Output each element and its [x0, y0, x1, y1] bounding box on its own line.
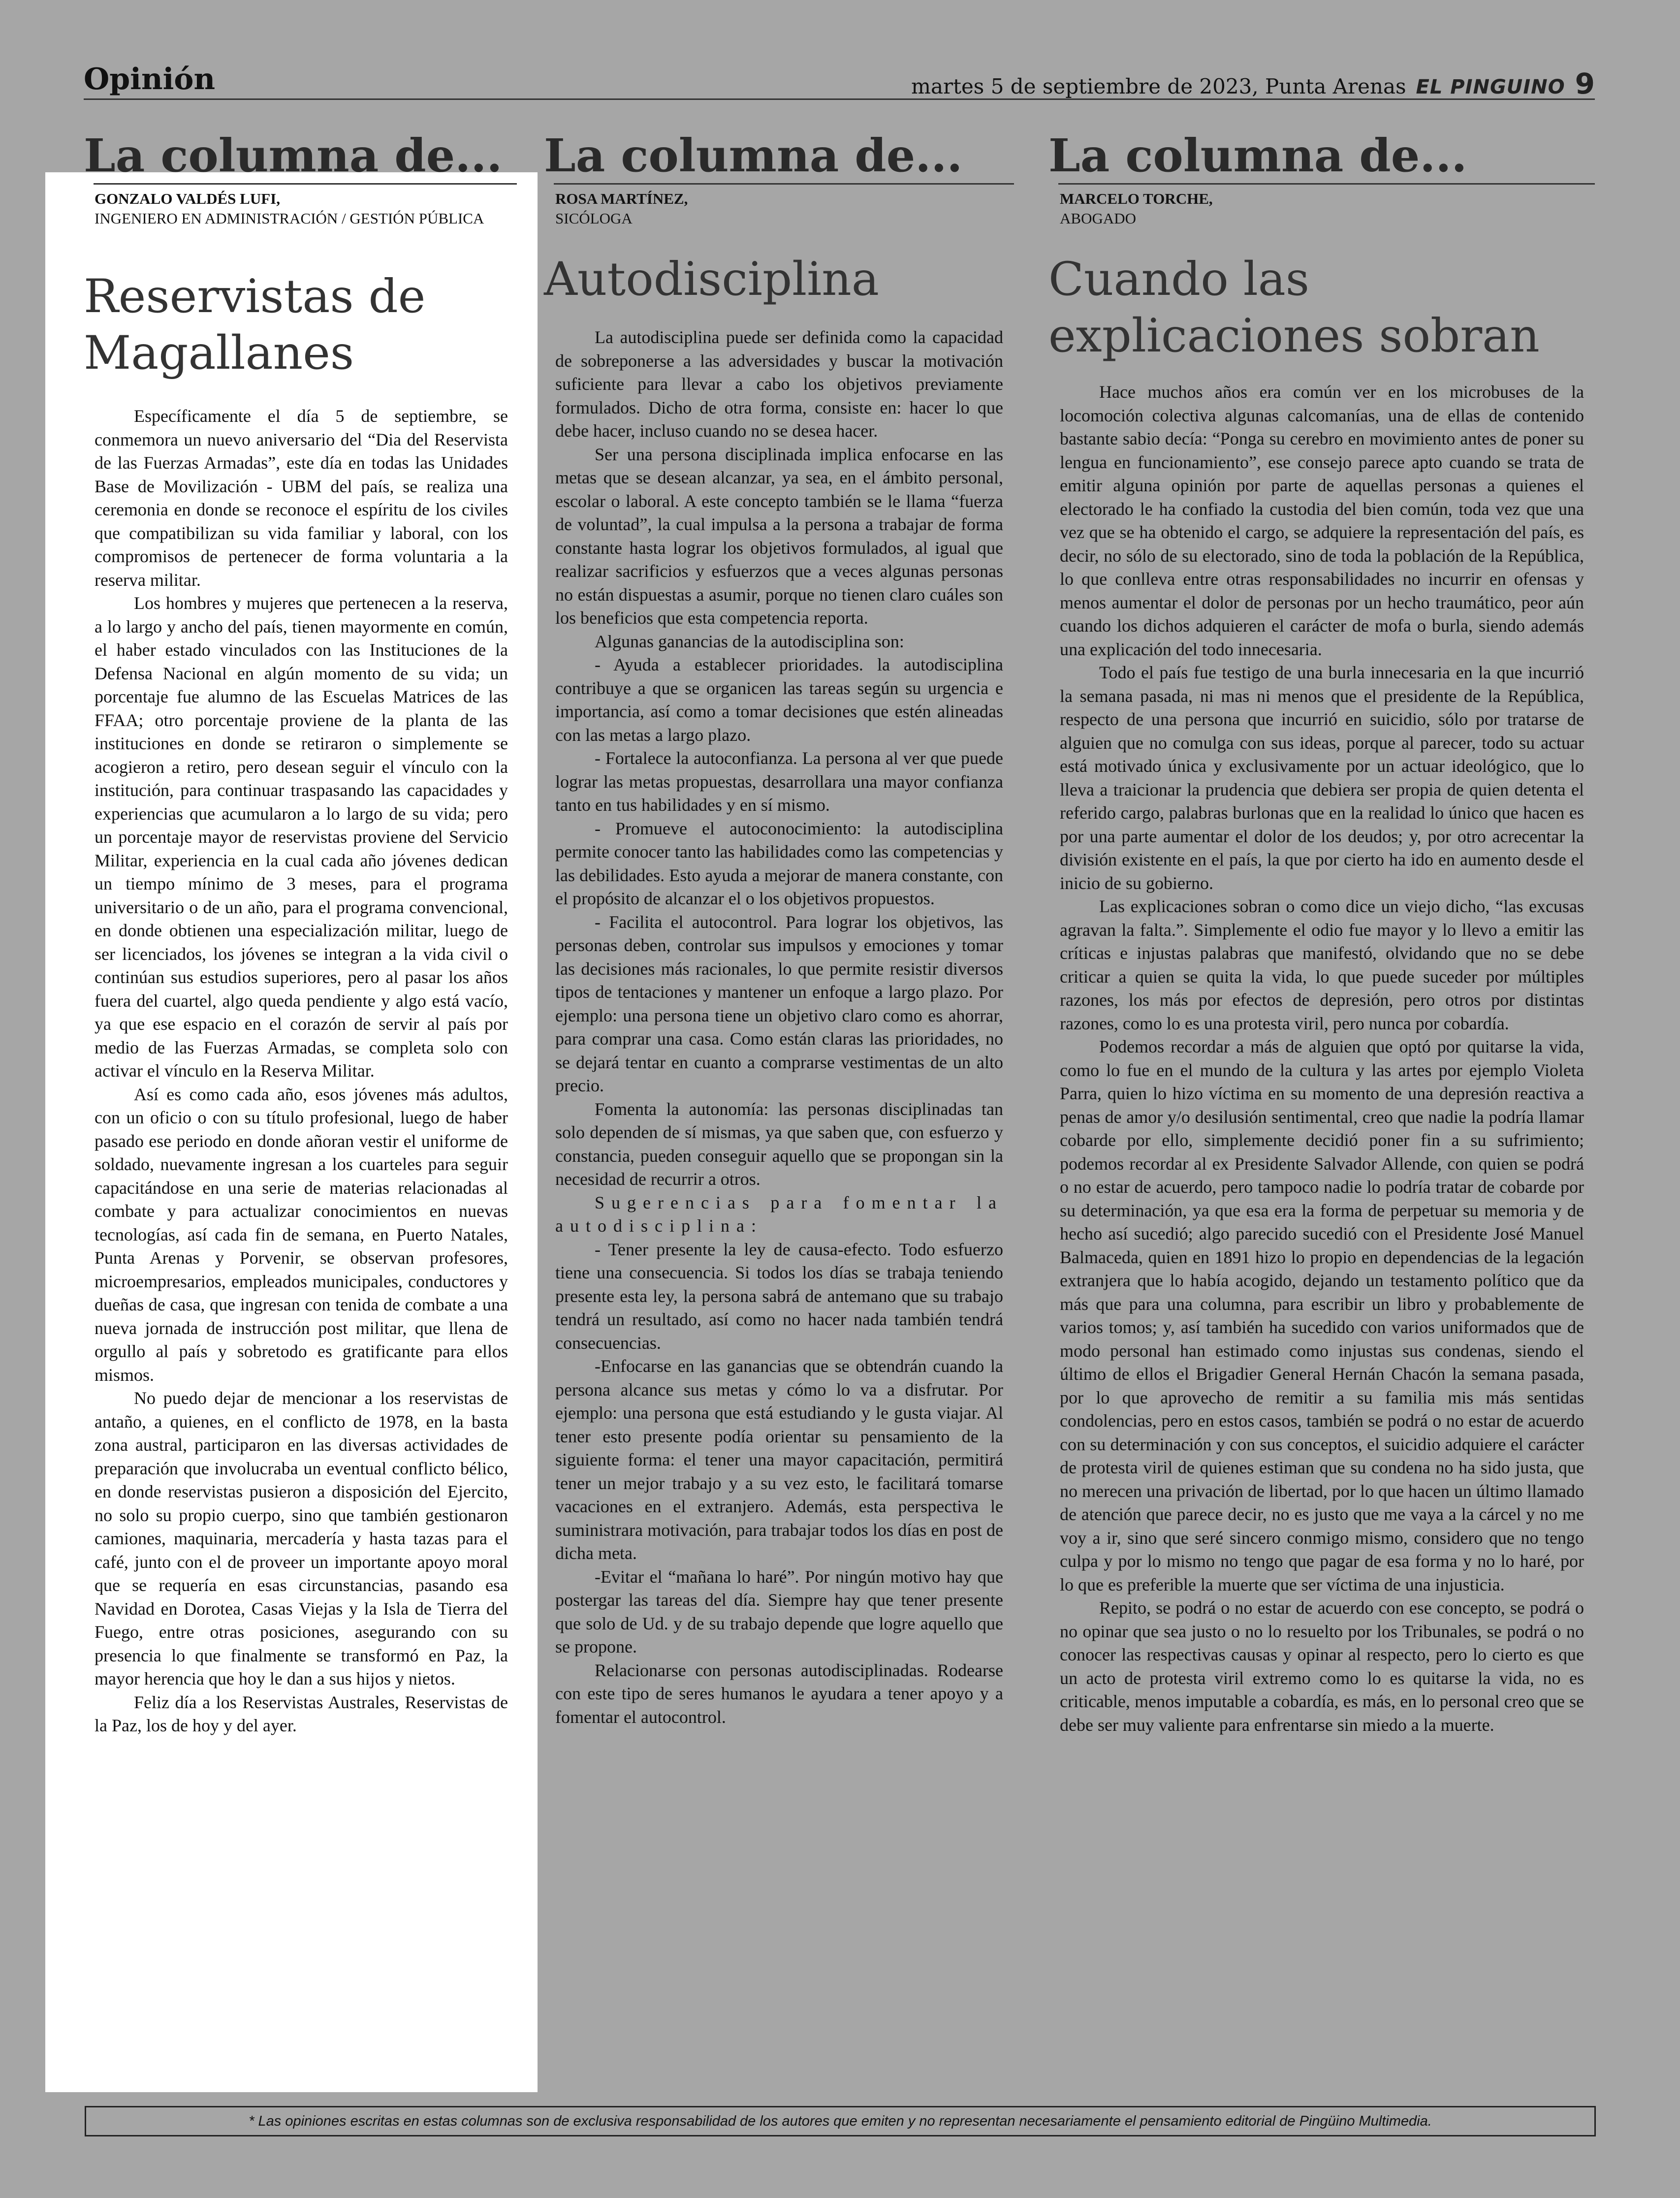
author-block-3 — [1060, 189, 1591, 228]
paragraph: Hace muchos años era común ver en los microbuses de la locomoción colectiva algunas calcomanías, una de ellas de contenido bastante sabio decía: “Ponga su cerebro en movimiento antes de poner su lengua en funcionamiento”, ese consejo parece apto cuando se trata de emitir alguna opinión por parte de aquellas personas a quienes el electorado le ha confiado la custodia del bien común, toda vez que una vez que se ha obtenido el cargo, se adquiere la representación del país, es decir, no sólo de su electorado, sino de toda la población de la República, lo que conlleva entre otras responsabilidades no incurrir en ofensas y menos aumentar el dolor de personas por un hecho traumático, peor aún cuando los dichos adquieren el carácter de mofa o burla, siendo además una explicación del todo innecesaria. — [1060, 382, 1584, 659]
article-title-3: Cuando las explicaciones sobran — [1048, 253, 1540, 363]
paragraph: Repito, se podrá o no estar de acuerdo con ese concepto, se podrá o no opinar que sea justo o no lo resuelto por los Tribunales, se podrá o no conocer las respectivas causas y opinar al respecto, pero lo cierto es que un acto de protesta viril extremo como lo es quitarse la vida, no es criticable, menos imputable a cobardía, es más, en lo personal creo que se debe ser muy valiente para enfrentarse sin miedo a la muerte. — [1060, 1598, 1584, 1735]
section-label: Opinión — [84, 62, 216, 96]
paragraph: Así es como cada año, esos jóvenes más adultos, con un oficio o con su título profesional, luego de haber pasado ese periodo en donde añoran vestir el uniforme de soldado, nuevamente ingresan a los cuarteles para seguir capacitándose en una serie de materias relacionadas al combate y para actualizar conocimientos en nuevas tecnologías, así cada fin de semana, en Puerto Natales, Punta Arenas y Porvenir, se observan profesores, microempresarios, empleados municipales, conductores y dueñas de casa, que ingresan con tenida de combate a una nueva jornada de instrucción post militar, que llena de orgullo al país y sobretodo es gratificante para ellos mismos. — [95, 1084, 508, 1385]
author-name: GONZALO VALDÉS LUFI, — [95, 190, 280, 207]
paragraph: - Tener presente la ley de causa-efecto. Todo esfuerzo tiene una consecuencia. Si todos los días se trabaja teniendo presente esta ley, la persona sabrá de antemano que su trabajo tendrá un resultado, así como no hacer nada también tendrá consecuencias. — [555, 1239, 1003, 1353]
article-body-2 — [555, 326, 1003, 1729]
paragraph: Fomenta la autonomía: las personas disciplinadas tan solo dependen de sí mismas, ya que saben que, con esfuerzo y constancia, pueden conseguir aquello que se propongan sin la necesidad de recurrir a otros. — [555, 1099, 1003, 1189]
article-title-1: Reservistas de Magallanes — [84, 270, 426, 380]
page-header — [84, 59, 1595, 100]
paragraph: - Promueve el autoconocimiento: la autodisciplina permite conocer tanto las habilidades como las competencias y las debilidades. Esto ayuda a mejorar de manera constante, con el propósito de alcanzar el o los objetivos propuestos. — [555, 818, 1003, 908]
paragraph: La autodisciplina puede ser definida como la capacidad de sobreponerse a las adversidades y buscar la motivación suficiente para llevar a cabo los objetivos previamente formulados. Dicho de otra forma, consiste en: hacer lo que debe hacer, incluso cuando no se desea hacer. — [555, 327, 1003, 441]
paragraph: Podemos recordar a más de alguien que optó por quitarse la vida, como lo fue en el mundo de la cultura y las artes por ejemplo Violeta Parra, quien lo hizo víctima en su momento de una depresión reactiva a penas de amor y/o desilusión sentimental, creo que nadie la podría llamar cobarde por ello, simplemente decidió poner fin a su sufrimiento; podemos recordar al ex Presidente Salvador Allende, con quien se podrá o no estar de acuerdo, pero tampoco nadie lo podría tratar de cobarde por su determinación, ya que esa era la forma de perpetuar su memoria y de hecho así sucedió; algo parecido sucedió con el Presidente José Manuel Balmaceda, quien en 1891 hizo lo propio en dependencias de la legación extranjera que lo había acogido, dejando un testamento político que da más que para una columna, para escribir un libro y probablemente de varios tomos; y, así también ha sucedido con varios uniformados que de modo personal han estimado como injustas sus condenas, siendo el último de ellos el Brigadier General Hernán Chacón la semana pasada, por lo que aprovecho de remitir a su familia mis más sentidas condolencias, pero en estos casos, también se podrá o no estar de acuerdo con su determinación y con sus conceptos, el suicidio adquiere el carácter de protesta viril de quienes estiman que su condena no ha sido justa, que no merecen una privación de libertad, por lo que hacen un último llamado de atención que parece decir, no es justo que me vaya a la cárcel y no me voy a ir, sino que seré sincero conmigo mismo, considero que no tengo culpa y por lo mismo no tengo que pagar de esa forma y no lo haré, por lo que es preferible la muerte que ser víctima de una injusticia. — [1060, 1037, 1584, 1594]
page-number: 9 — [1575, 67, 1595, 100]
author-role: INGENIERO EN ADMINISTRACIÓN / GESTIÓN PÚBLICA — [95, 210, 484, 227]
author-block-1 — [95, 189, 513, 228]
paragraph: Relacionarse con personas autodisciplinadas. Rodearse con este tipo de seres humanos le ayudara a tener apoyo y a fomentar el autocontrol. — [555, 1660, 1003, 1727]
column-rule-1 — [94, 183, 517, 185]
paragraph: - Fortalece la autoconfianza. La persona al ver que puede lograr las metas propuestas, desarrollara una mayor confianza tanto en tus habilidades y en sí mismo. — [555, 748, 1003, 815]
column-rule-2 — [554, 183, 1014, 185]
paragraph: Sugerencias para fomentar la autodisciplina: — [555, 1192, 1003, 1236]
paragraph: -Enfocarse en las ganancias que se obtendrán cuando la persona alcance sus metas y cómo lo va a disfrutar. Por ejemplo: una persona que está estudiando y le gusta viajar. Al tener esto presente podía orientar su pensamiento de la siguiente forma: el tener una mayor capacitación, permitirá tener un mejor trabajo y a su vez esto, le facilitará tomarse vacaciones en el extranjero. Además, esta perspectiva le suministrara motivación, para trabajar todos los días en post de dicha meta. — [555, 1356, 1003, 1563]
article-body-3 — [1060, 381, 1584, 1737]
paragraph: Feliz día a los Reservistas Australes, Reservistas de la Paz, los de hoy y del ayer. — [95, 1692, 508, 1735]
issue-date: martes 5 de septiembre de 2023, Punta Arenas — [911, 74, 1406, 98]
author-block-2 — [555, 189, 1008, 228]
column-kicker-1: La columna de... — [84, 129, 503, 182]
paragraph: Ser una persona disciplinada implica enfocarse en las metas que se desean alcanzar, ya sea, en el ámbito personal, escolar o laboral. A este concepto también se le llama “fuerza de voluntad”, la cual impulsa a la persona a trabajar de forma constante hasta lograr los objetivos formulados, al igual que realizar sacrificios y esfuerzos que a veces algunas personas no están dispuestas a asumir, porque no tienen claro cuáles son los beneficios que esta competencia reporta. — [555, 444, 1003, 628]
paragraph: Las explicaciones sobran o como dice un viejo dicho, “las excusas agravan la falta.”. Simplemente el odio fue mayor y lo llevo a emitir las críticas e injustas palabras que manifestó, olvidando que no se debe criticar a quien se quita la vida, lo que puede suceder por múltiples razones, los más por efectos de depresión, pero otros por distintas razones, como lo es una protesta viril, pero nunca por cobardía. — [1060, 896, 1584, 1033]
paragraph: Los hombres y mujeres que pertenecen a la reserva, a lo largo y ancho del país, tienen mayormente en común, el haber estado vinculados con las Instituciones de la Defensa Nacional en algún momento de su vida; un porcentaje fue alumno de las Escuelas Matrices de las FFAA; otro porcentaje proviene de la planta de las instituciones en donde se retiraron o simplemente se acogieron a retiro, pero desean seguir el vínculo con la institución, para continuar traspasando las capacidades y experiencias que acumularon a lo largo de su vida; pero un porcentaje mayor de reservistas proviene del Servicio Militar, experiencia en la cual cada año jóvenes dedican un tiempo mínimo de 3 meses, para el programa universitario o de un año, para el programa convencional, en donde obtienen una especialización militar, luego de ser licenciados, los jóvenes se integran a la vida civil o continúan sus estudios superiores, pero al pasar los años fuera del cuartel, algo queda pendiente y algo está vacío, ya que ese espacio en el corazón de servir al país por medio de las Fuerzas Armadas, se completa solo con activar el vínculo en la Reserva Militar. — [95, 593, 508, 1081]
column-kicker-3: La columna de... — [1048, 129, 1467, 182]
paragraph: - Facilita el autocontrol. Para lograr los objetivos, las personas deben, controlar sus impulsos y emociones y tomar las decisiones más racionales, lo que permite resistir diversos tipos de tentaciones y mantener un enfoque a largo plazo. Por ejemplo: una persona tiene un objetivo claro como es ahorrar, para comprar una casa. Como están claras las prioridades, no se dejará tentar en cuanto a comprarse vestimentas de un alto precio. — [555, 912, 1003, 1095]
newspaper-logo: EL PINGUINO — [1416, 76, 1565, 98]
paragraph: No puedo dejar de mencionar a los reservistas de antaño, a quienes, en el conflicto de 1978, en la basta zona austral, participaron en las diversas actividades de preparación que involucraba un eventual conflicto bélico, en donde reservistas pusieron a disposición del Ejercito, no solo su propio cuerpo, sino que también gestionaron camiones, maquinaria, mercadería y hasta tazas para el café, junto con el de proveer un importante apoyo moral que se requería en esas circunstancias, pasando esa Navidad en Dorotea, Casas Viejas y la Isla de Tierra del Fuego, entre otras posiciones, asegurando con su presencia lo que finalmente se transformó en Paz, la mayor herencia que hoy le dan a sus hijos y nietos. — [95, 1388, 508, 1688]
column-rule-3 — [1058, 183, 1595, 185]
paragraph: Todo el país fue testigo de una burla innecesaria en la que incurrió la semana pasada, ni mas ni menos que el presidente de la República, respecto de una persona que incurrió en suicidio, sólo por tratarse de alguien que no comulga con sus ideas, porque al parecer, todo su actuar está motivado única y exclusivamente por un actuar ideológico, que lo lleva a traicionar la prudencia que debiera ser propia de quien detenta el referido cargo, palabras burlonas que en la realidad lo único que hacen es por una parte aumentar el dolor de los deudos; y, por otro acrecentar la división existente en el país, la que por cierto ha ido en aumento desde el inicio de su gobierno. — [1060, 663, 1584, 893]
article-title-2: Autodisciplina — [544, 253, 879, 306]
author-name: MARCELO TORCHE, — [1060, 190, 1213, 207]
author-role: SICÓLOGA — [555, 210, 633, 227]
paragraph: -Evitar el “mañana lo haré”. Por ningún motivo hay que postergar las tareas del día. Siempre hay que tener presente que solo de Ud. y de su trabajo depende que logre aquello que se propone. — [555, 1566, 1003, 1656]
paragraph: - Ayuda a establecer prioridades. la autodisciplina contribuye a que se organicen las tareas según su urgencia e importancia, así como a tomar decisiones que estén alineadas con las metas a largo plazo. — [555, 655, 1003, 745]
author-role: ABOGADO — [1060, 210, 1136, 227]
author-name: ROSA MARTÍNEZ, — [555, 190, 688, 207]
column-kicker-2: La columna de... — [544, 129, 963, 182]
editorial-disclaimer — [85, 2106, 1596, 2136]
paragraph: Algunas ganancias de la autodisciplina son: — [595, 631, 904, 651]
disclaimer-text: * Las opiniones escritas en estas columnas son de exclusiva responsabilidad de los autores que emiten y no representan necesariamente el pensamiento editorial de Pingüino Multimedia. — [249, 2113, 1432, 2129]
article-body-1 — [95, 405, 508, 1738]
paragraph: Específicamente el día 5 de septiembre, se conmemora un nuevo aniversario del “Dia del Reservista de las Fuerzas Armadas”, este día en todas las Unidades Base de Movilización - UBM del país, se realiza una ceremonia en donde se reconoce el espíritu de los civiles que compatibilizan su vida familiar y laboral, con los compromisos de pertenecer de forma voluntaria a la reserva militar. — [95, 406, 508, 590]
header-meta — [911, 67, 1595, 100]
